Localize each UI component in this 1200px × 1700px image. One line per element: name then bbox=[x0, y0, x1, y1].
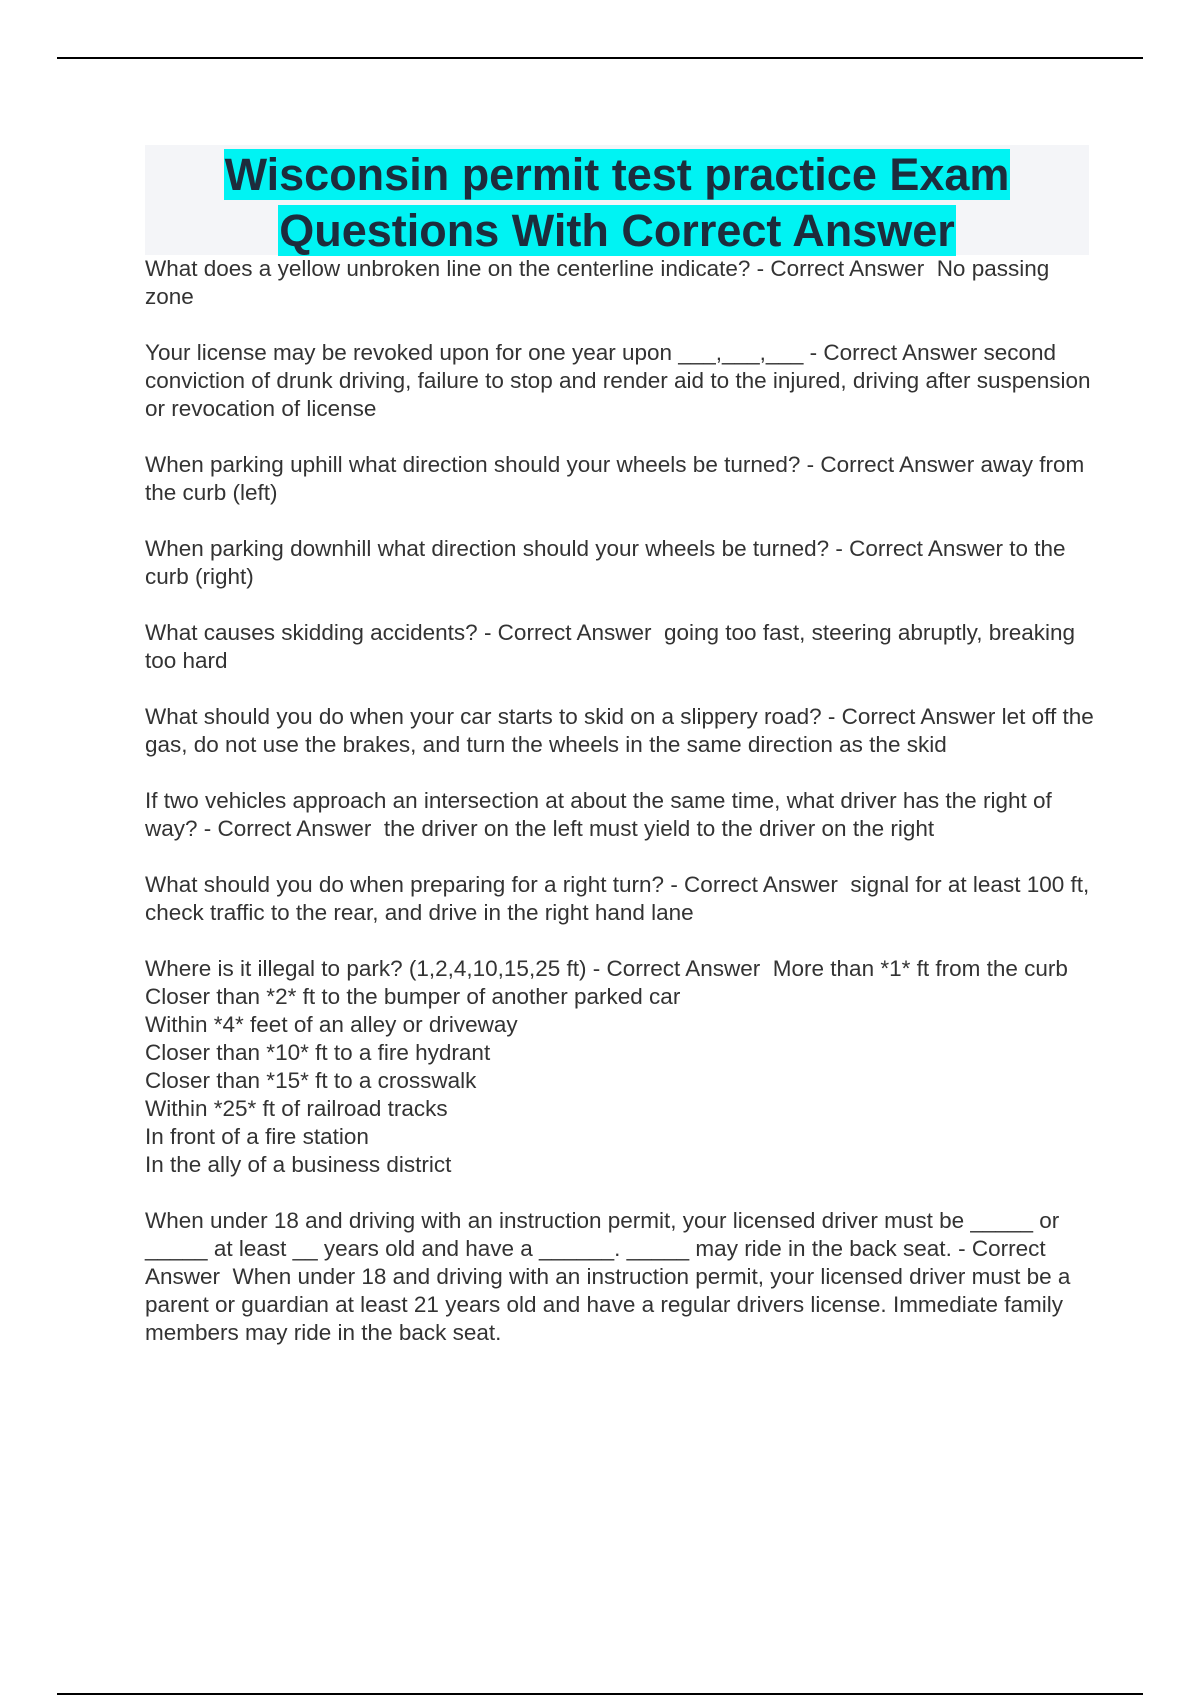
qa-item bbox=[145, 787, 1095, 843]
answer-line: More than *1* ft from the curb bbox=[772, 956, 1068, 981]
title-line-1: Wisconsin permit test practice Exam bbox=[224, 149, 1010, 200]
qa-item bbox=[145, 451, 1095, 507]
answer-separator: - Correct Answer bbox=[586, 956, 773, 981]
qa-item-parking bbox=[145, 955, 1095, 1179]
answer-separator: - Correct Answer bbox=[664, 872, 851, 897]
question-text: Your license may be revoked upon for one year upon ___,___,___ bbox=[145, 340, 804, 365]
document-title bbox=[145, 145, 1089, 259]
answer-text: let off the gas, do not use the brakes, and turn the wheels in the same direction as the skid bbox=[145, 704, 1101, 757]
answer-line: Within *4* feet of an alley or driveway bbox=[145, 1012, 518, 1037]
bottom-rule bbox=[57, 1693, 1143, 1695]
question-text: When parking downhill what direction should your wheels be turned? bbox=[145, 536, 830, 561]
qa-item bbox=[145, 535, 1095, 591]
qa-item bbox=[145, 871, 1095, 927]
answer-text: signal for at least 100 ft, check traffic to the rear, and drive in the right hand lane bbox=[145, 872, 1096, 925]
answer-separator: - Correct Answer bbox=[477, 620, 664, 645]
answer-text: second conviction of drunk driving, failure to stop and render aid to the injured, driving after suspension or revocation of license bbox=[145, 340, 1097, 421]
question-text: When under 18 and driving with an instruction permit, your licensed driver must be _____ or _____ at least __ years old and have a ______. _____ may ride in the back seat. bbox=[145, 1208, 1066, 1261]
question-text: If two vehicles approach an intersection at about the same time, what driver has the right of way? bbox=[145, 788, 1059, 841]
qa-item bbox=[145, 703, 1101, 759]
answer-text: the driver on the left must yield to the driver on the right bbox=[383, 816, 935, 841]
answer-line: Within *25* ft of railroad tracks bbox=[145, 1096, 448, 1121]
answer-text: When under 18 and driving with an instruction permit, your licensed driver must be a parent or guardian at least 21 years old and have a regular drivers license. Immediate family members may ride in the back seat. bbox=[145, 1264, 1077, 1345]
question-text: What should you do when preparing for a right turn? bbox=[145, 872, 665, 897]
question-text: What does a yellow unbroken line on the centerline indicate? bbox=[145, 256, 751, 281]
question-text: Where is it illegal to park? (1,2,4,10,15,25 ft) bbox=[145, 956, 587, 981]
answer-separator: - Correct Answer bbox=[750, 256, 937, 281]
qa-item bbox=[145, 255, 1095, 311]
answer-line: In the ally of a business district bbox=[145, 1152, 452, 1177]
answer-separator: - Correct Answer bbox=[821, 704, 1002, 729]
answer-separator: - Correct Answer bbox=[145, 1236, 1051, 1289]
question-text: When parking uphill what direction should your wheels be turned? bbox=[145, 452, 801, 477]
answer-separator: - Correct Answer bbox=[197, 816, 384, 841]
answer-line: Closer than *2* ft to the bumper of another parked car bbox=[145, 984, 681, 1009]
answer-text: away from the curb (left) bbox=[145, 452, 1091, 505]
answer-separator: - Correct Answer bbox=[803, 340, 984, 365]
answer-line: In front of a fire station bbox=[145, 1124, 369, 1149]
answer-line: Closer than *15* ft to a crosswalk bbox=[145, 1068, 477, 1093]
qa-item bbox=[145, 619, 1095, 675]
answer-separator: - Correct Answer bbox=[800, 452, 981, 477]
answer-separator: - Correct Answer bbox=[829, 536, 1010, 561]
question-text: What causes skidding accidents? bbox=[145, 620, 478, 645]
answer-text: to the curb (right) bbox=[145, 536, 1072, 589]
title-line-2: Questions With Correct Answer bbox=[279, 205, 955, 256]
title-block bbox=[145, 145, 1089, 255]
question-text: What should you do when your car starts to skid on a slippery road? bbox=[145, 704, 822, 729]
answer-text: No passing zone bbox=[145, 256, 1056, 309]
top-rule bbox=[57, 57, 1143, 59]
qa-list bbox=[145, 255, 1101, 1375]
answer-line: Closer than *10* ft to a fire hydrant bbox=[145, 1040, 491, 1065]
answer-text: going too fast, steering abruptly, breaking too hard bbox=[145, 620, 1082, 673]
qa-item bbox=[145, 339, 1095, 423]
qa-item bbox=[145, 1207, 1095, 1347]
